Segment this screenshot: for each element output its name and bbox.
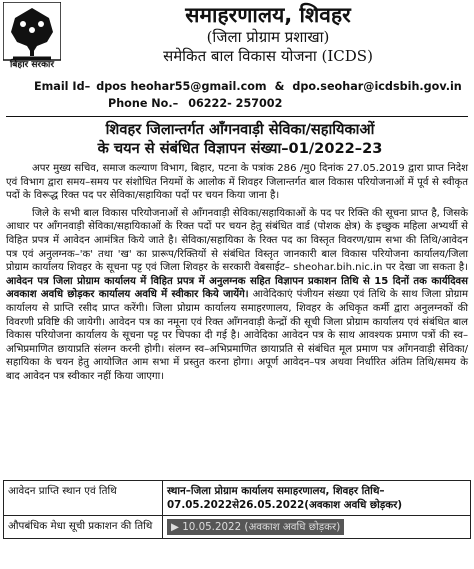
application-info-table <box>3 480 471 539</box>
phone-label: Phone No.– <box>108 97 179 110</box>
row2-value: ▶ 10.05.2022 (अवकाश अवधि छोड़कर) <box>167 519 344 535</box>
paragraph-details-process: आवेदिकाएं पंजीयन संख्या एवं तिथि के साथ जिला प्रोग्राम कार्यालय से प्राप्ति रसीद प्राप्त करेंगी। जिला प्रोग्राम कार्यालय समाहरणालय, शिवहर के अधिकृत कर्मी द्वारा अनुलग्नकों की विवरणी प्रविष्टि की जायेगी। आवेदन पत्र का नमूना एवं रिक्त आँगनवाड़ी केन्द्रों की सूची जिला प्रोग्राम कार्यालय एवं संबंधित बाल विकास परियोजना कार्यालय के सूचना पट्ट पर चिपका दी गई है। आवेदिका आवेदन पत्र के साथ आवश्यक प्रमाण पत्रों की स्व–अभिप्रमाणित छायाप्रति संलग्न करनी होगी। संलग्न स्व–अभिप्रमाणित छायाप्रति से संबंधित मूल प्रमाण पत्र आँगनवाड़ी सेविका/सहायिका के चयन हेतु आयोजित आम सभा में प्रस्तुत करना होगा। अपूर्ण आवेदन–पत्र अथवा निर्धारित अंतिम तिथि/समय के बाद आवेदन पत्र स्वीकार नहीं किया जाएगा। <box>6 289 468 382</box>
logo-caption: बिहार सरकार <box>9 60 55 70</box>
notice-title-line1: शिवहर जिलान्तर्गत आँगनवाड़ी सेविका/सहायिकाओं <box>105 121 375 138</box>
notice-title-line2: के चयन से संबंधित विज्ञापन संख्या–01/2022–23 <box>97 140 383 157</box>
notice-title <box>30 120 450 158</box>
paragraph-details <box>6 207 468 384</box>
email-secondary[interactable]: dpo.seohar@icdsbih.gov.in <box>292 80 462 93</box>
branch-name: (जिला प्रोग्राम प्रशाखा) <box>206 28 330 46</box>
contact-block <box>34 78 464 112</box>
office-name: समाहरणालय, शिवहर <box>185 3 351 27</box>
scheme-name: समेकित बाल विकास योजना (ICDS) <box>163 47 373 65</box>
row1-label: आवेदन प्राप्ति स्थान एवं तिथि <box>4 481 163 516</box>
paragraph-intro: अपर मुख्य सचिव, समाज कल्याण विभाग, बिहार, पटना के पत्रांक 286 /मु0 दिनांक 27.05.2019 द्वारा प्राप्त निदेश एवं विभाग द्वारा समय–समय पर संशोधित नियमों के आलोक में शिवहर जिलान्तर्गत बाल विकास परियोजनाओं में पूर्व से स्वीकृत पदों के विरूद्ध रिक्त पद पर सेविका/सहायिका पदों पर चयन किया जाना है। <box>6 163 468 202</box>
paragraph-details-deadline: आवेदन पत्र जिला प्रोग्राम कार्यालय में विहित प्रपत्र में अनुलग्नक सहित विज्ञापन प्रकाशन तिथि से 15 दिनों तक कार्यदिवस अवकाश अवधि छोड़कर कार्यालय अवधि में स्वीकार किये जायेंगे। <box>6 275 468 301</box>
phone-number: 06222- 257002 <box>188 97 283 110</box>
email-label: Email Id– <box>34 80 91 93</box>
header-divider <box>6 116 468 117</box>
office-header <box>66 2 470 66</box>
bihar-govt-logo <box>3 2 61 72</box>
notice-body <box>6 162 468 388</box>
email-primary[interactable]: dpos heohar55@gmail.com <box>96 80 267 93</box>
row2-label: औपबंधिक मेधा सूची प्रकाशन की तिथि <box>4 516 163 539</box>
table-row <box>4 481 471 516</box>
email-separator: & <box>274 80 285 93</box>
row2-value-cell <box>163 516 471 539</box>
row1-value: स्थान–जिला प्रोग्राम कार्यालय समाहरणालय, शिवहर तिथि–07.05.2022से26.05.2022(अवकाश अवधि छोड़कर) <box>163 481 471 516</box>
paragraph-details-text: जिले के सभी बाल विकास परियोजनाओं से आँगनवाड़ी सेविका/सहायिकाओं के पद पर रिक्ति की सूचना प्राप्त है, जिसके आधार पर आँगनवाड़ी सेविका/सहायिकाओं के रिक्त पदों पर चयन हेतु संबंधित वार्ड (पोशक क्षेत्र) के इच्छुक महिला अभ्यर्थी से विहित प्रपत्र में आवेदन आमंत्रित किये जाते है। सेविका/सहायिका के रिक्त पद का विस्तृत विवरण/ग्राम सभा की तिथि/आवेदन पत्र एवं अनुलग्नक–'क' तथा 'ख' का प्रारूप/रिक्तियों से संबंधित विस्तृत जानकारी बाल विकास परियोजना कार्यालय/जिला प्रोग्राम कार्यालय शिवहर के सूचना पट्ट एवं जिला शिवहर के सरकारी वेबसाईट– sheohar.bih.nic.in पर देखा जा सकता है। <box>6 207 468 274</box>
table-row <box>4 516 471 539</box>
